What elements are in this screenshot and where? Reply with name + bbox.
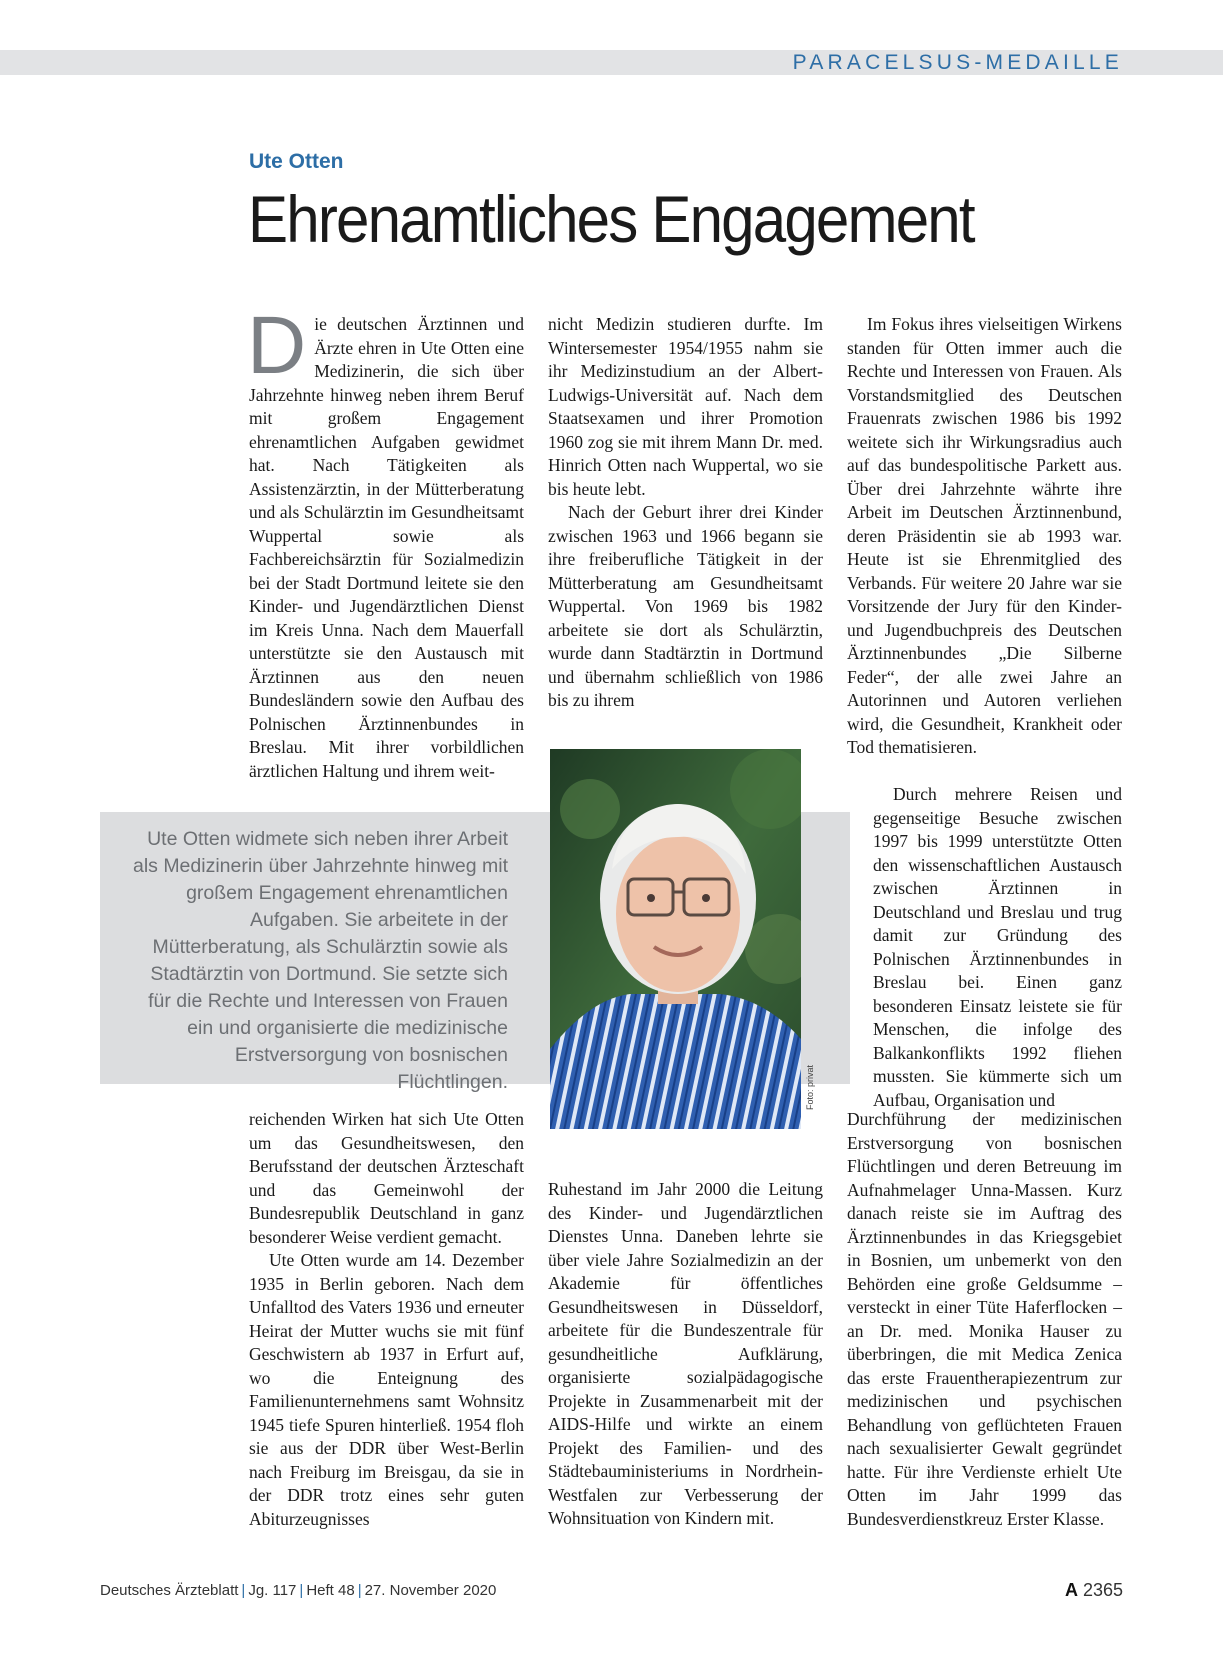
portrait-photo: [550, 749, 801, 1129]
footer-citation: [100, 1582, 496, 1599]
column-2-top: [548, 313, 823, 713]
page-number-value: 2365: [1082, 1580, 1123, 1600]
separator: |: [241, 1582, 246, 1599]
paragraph: Ruhestand im Jahr 2000 die Leitung des Kinder- und Jugendärztlichen Dienstes Unna. Daneben lehrte sie über viele Jahre Sozialmedizin an der Akademie für öffentliches Gesundheitswesen in Düsseldorf, arbeitete für die Bundeszentrale für gesundheitliche Aufklärung, organisierte sozialpädagogische Projekte in Zusammenarbeit mit der AIDS-Hilfe und wirkte an einem Projekt des Familien- und des Städtebauministeriums in Nordrhein-Westfalen zur Verbesserung der Wohnsituation von Kindern mit.: [548, 1179, 823, 1528]
journal-issue: Heft 48: [306, 1582, 355, 1599]
paragraph: Im Fokus ihres vielseitigen Wirkens standen für Otten immer auch die Rechte und Interessen von Frauen. Als Vorstandsmitglied des Deutschen Frauenrats zwischen 1986 bis 1992 weitete sich ihr Wirkungsradius auch auf das bundespolitische Parkett aus. Über drei Jahrzehnte währte ihre Arbeit im Deutschen Ärztinnenbund, deren Präsidentin sie ab 1993 war. Heute ist sie Ehrenmitglied des Verbands. Für weitere 20 Jahre war sie Vorsitzende der Jury für den Kinder- und Jugendbuchpreis des Deutschen Ärztinnenbundes „Die Silberne Feder“, der alle zwei Jahre an Autorinnen und Autoren verliehen wird, die Gesundheit, Krankheit oder Tod thematisieren.: [847, 314, 1122, 757]
journal-volume: Jg. 117: [248, 1582, 297, 1599]
section-label: PARACELSUS-MEDAILLE: [792, 51, 1123, 74]
separator: |: [299, 1582, 304, 1599]
paragraph: nicht Medizin studieren durfte. Im Wintersemester 1954/1955 nahm sie ihr Medizinstudium an der Albert-Ludwigs-Universität auf. Nach dem Staatsexamen und ihrer Promotion 1960 zog sie mit ihrem Mann Dr. med. Hinrich Otten nach Wuppertal, wo sie bis heute lebt.: [548, 314, 823, 499]
column-3-bottom: [847, 1108, 1122, 1531]
column-3-middle: [873, 783, 1122, 1112]
paragraph: Durch mehrere Reisen und gegenseitige Besuche zwischen 1997 bis 1999 unterstützte Otten den wissenschaftlichen Austausch zwischen Ärztinnen in Deutschland und Breslau und trug damit zur Gründung des Polnischen Ärztinnenbundes in Breslau bei. Einen ganz besonderen Einsatz leistete sie für Menschen, die infolge des Balkankonflikts 1992 fliehen mussten. Sie kümmerte sich um Aufbau, Organisation und: [873, 784, 1122, 1110]
issue-date: 27. November 2020: [364, 1582, 497, 1599]
page-number: [1065, 1580, 1123, 1601]
paragraph: Durchführung der medizinischen Erstversorgung von bosnischen Flüchtlingen und deren Betreuung im Aufnahmelager Unna-Massen. Kurz danach reiste sie im Auftrag des Ärztinnenbundes in das Kriegsgebiet in Bosnien, um unbemerkt von den Behörden eine große Geldsumme – versteckt in einer Tüte Haferflocken – an Dr. med. Monika Hauser zu überbringen, die mit Medica Zenica das erste Frauentherapiezentrum zur medizinischen und psychischen Behandlung von geflüchteten Frauen nach sexualisierter Gewalt gegründet hatte. Für ihre Verdienste erhielt Ute Otten im Jahr 1999 das Bundesverdienstkreuz Erster Klasse.: [847, 1109, 1122, 1529]
separator: |: [357, 1582, 362, 1599]
article-author: Ute Otten: [249, 150, 344, 173]
column-3-top: [847, 313, 1122, 760]
article-title: Ehrenamtliches Engagement: [248, 182, 974, 256]
paragraph: Nach der Geburt ihrer drei Kinder zwischen 1963 und 1966 begann sie ihre freiberufliche Tätigkeit in der Mütterberatung am Gesundheitsamt Wuppertal. Von 1969 bis 1982 arbeitete sie dort als Schulärztin, wurde dann Stadtärztin in Dortmund und übernahm schließlich von 1986 bis zu ihrem: [548, 502, 823, 710]
page-prefix: A: [1064, 1580, 1078, 1600]
portrait-illustration: [550, 749, 801, 1129]
column-1-bottom: [249, 1108, 524, 1531]
drop-cap: D: [247, 300, 307, 391]
column-2-bottom: [548, 1178, 823, 1531]
paragraph: ie deutschen Ärztinnen und Ärzte ehren in Ute Otten eine Medizinerin, die sich über Jahrzehnte hinweg neben ihrem Beruf mit großem Engagement ehrenamtlichen Aufgaben gewidmet hat. Nach Tätigkeiten als Assistenzärztin, in der Mütterberatung und als Schulärztin im Gesundheitsamt Wuppertal sowie als Fachbereichsärztin für Sozialmedizin bei der Stadt Dortmund leitete sie den Kinder- und Jugendärztlichen Dienst im Kreis Unna. Nach dem Mauerfall unterstützte sie den Austausch mit Ärztinnen aus den neuen Bundesländern sowie den Aufbau des Polnischen Ärztinnenbundes in Breslau. Mit ihrer vorbildlichen ärztlichen Haltung und ihrem weit-: [249, 314, 524, 781]
paragraph: reichenden Wirken hat sich Ute Otten um das Gesundheitswesen, den Berufsstand der deutschen Ärzteschaft und das Gemeinwohl der Bundesrepublik Deutschland in ganz besonderer Weise verdient gemacht.: [249, 1109, 524, 1247]
journal-name: Deutsches Ärzteblatt: [100, 1582, 239, 1599]
photo-credit: Foto: privat: [805, 1064, 815, 1110]
pull-quote: Ute Otten widmete sich neben ihrer Arbeit als Medizinerin über Jahrzehnte hinweg mit großem Engagement ehrenamtlichen Aufgaben. Sie arbeitete in der Mütterberatung, als Schulärztin sowie als Stadtärztin von Dortmund. Sie setzte sich für die Rechte und Interessen von Frauen ein und organisierte die medizinische Erstversorgung von bosnischen Flüchtlingen.: [132, 828, 508, 1093]
column-1-top: [247, 300, 524, 783]
paragraph: Ute Otten wurde am 14. Dezember 1935 in Berlin geboren. Nach dem Unfalltod des Vaters 1936 und erneuter Heirat der Mutter wuchs sie mit fünf Geschwistern ab 1937 in Erfurt auf, wo die Enteignung des Familienunternehmens samt Wohnsitz 1945 tiefe Spuren hinterließ. 1954 floh sie aus der DDR über West-Berlin nach Freiburg im Breisgau, da sie in der DDR trotz eines sehr guten Abiturzeugnisses: [249, 1250, 524, 1529]
